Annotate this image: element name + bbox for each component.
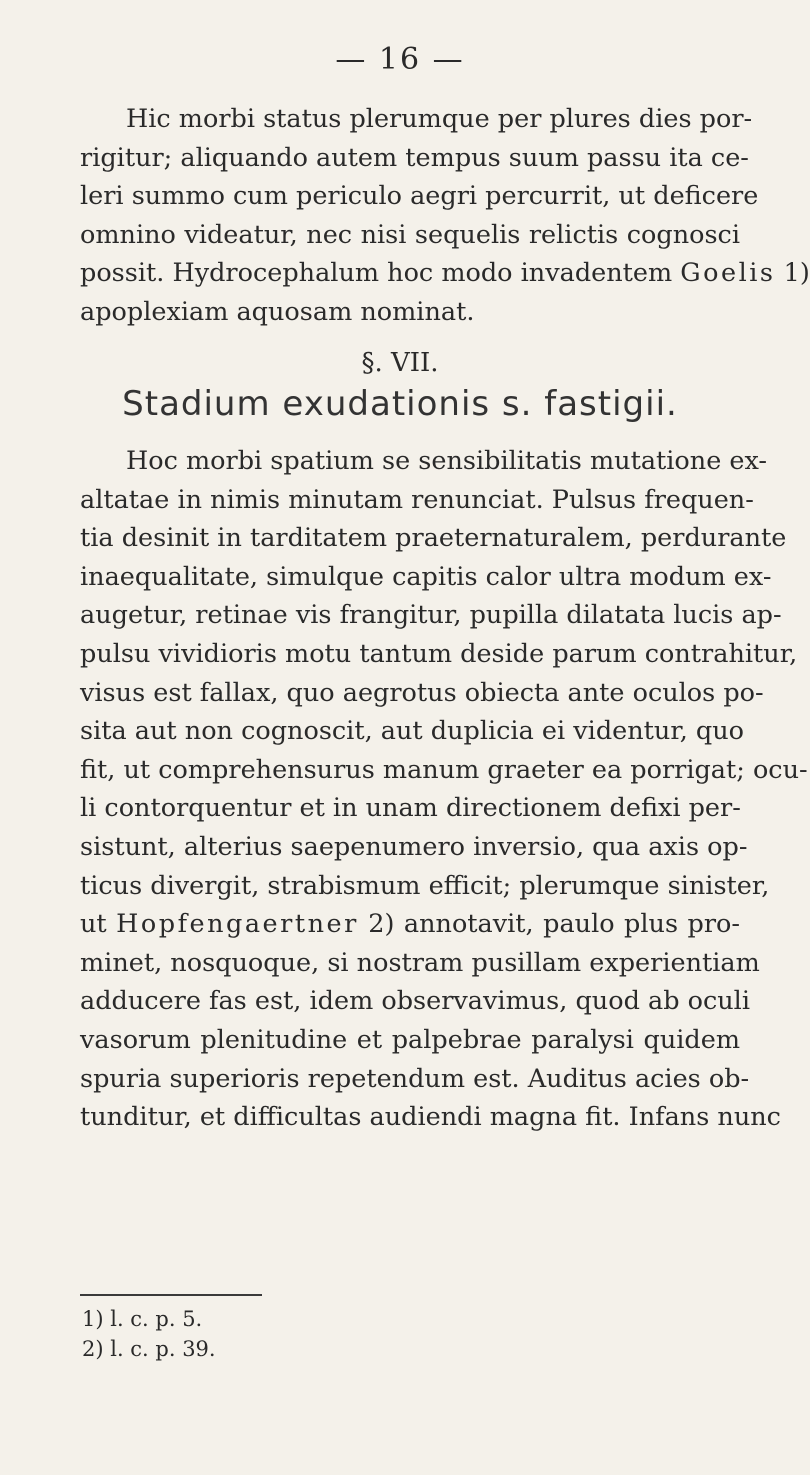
paragraph-2	[80, 442, 808, 1137]
text-fragment: ut	[80, 909, 117, 940]
footnote-2: 2) l. c. p. 39.	[82, 1337, 216, 1361]
paragraph-1	[80, 100, 810, 332]
text-line: visus est fallax, quo aegrotus obiecta ante oculos po-	[80, 677, 764, 708]
footnote-ref-1: 1)	[775, 258, 810, 289]
text-line: altatae in nimis minutam renunciat. Pulsus frequen-	[80, 484, 754, 515]
text-line: minet, nosquoque, si nostram pusillam experientiam	[80, 947, 760, 978]
text-line: tia desinit in tarditatem praeternaturalem, perdurante	[80, 523, 787, 554]
section-title: Stadium exudationis s. fastigii.	[122, 384, 678, 424]
text-line	[80, 905, 740, 944]
text-line: sita aut non cognoscit, aut duplicia ei videntur, quo	[80, 716, 745, 747]
footnote-1: 1) l. c. p. 5.	[82, 1307, 203, 1331]
footnotes	[82, 1304, 216, 1364]
text-line: leri summo cum periculo aegri percurrit, ut deficere	[80, 181, 759, 212]
text-line: fit, ut comprehensurus manum graeter ea porrigat; ocu-	[80, 754, 808, 785]
text-line: ticus divergit, strabismum efficit; plerumque sinister,	[80, 870, 770, 901]
text-line: Hoc morbi spatium se sensibilitatis mutatione ex-	[126, 446, 768, 476]
text-fragment: 2) annotavit, paulo plus pro-	[358, 909, 740, 940]
section-number: §. VII.	[361, 348, 439, 378]
text-line: augetur, retinae vis frangitur, pupilla dilatata lucis ap-	[80, 600, 782, 631]
text-line: inaequalitate, simulque capitis calor ultra modum ex-	[80, 561, 772, 592]
author-name-goelis: Goelis	[680, 258, 776, 289]
text-line: spuria superioris repetendum est. Auditus acies ob-	[80, 1063, 750, 1094]
text-line: vasorum plenitudine et palpebrae paralysi quidem	[80, 1024, 740, 1055]
text-fragment: possit. Hydrocephalum hoc modo invadentem	[80, 258, 681, 289]
page-number: — 16 —	[335, 42, 465, 77]
text-line: pulsu vividioris motu tantum deside parum contrahitur,	[80, 638, 798, 669]
text-line: rigitur; aliquando autem tempus suum passu ita ce-	[80, 142, 749, 173]
text-line: Hic morbi status plerumque per plures dies por-	[126, 104, 753, 134]
author-name-hopfengaertner: Hopfengaertner	[116, 909, 359, 940]
text-line: adducere fas est, idem observavimus, quod ab oculi	[80, 986, 750, 1017]
text-line: tunditur, et difficultas audiendi magna fit. Infans nunc	[80, 1102, 781, 1133]
text-line: sistunt, alterius saepenumero inversio, qua axis op-	[80, 831, 748, 862]
text-line	[80, 254, 810, 293]
text-line: li contorquentur et in unam directionem defixi per-	[80, 793, 741, 824]
text-line: apoplexiam aquosam nominat.	[80, 296, 475, 327]
footnote-divider	[80, 1294, 262, 1296]
text-line: omnino videatur, nec nisi sequelis relictis cognosci	[80, 219, 740, 250]
